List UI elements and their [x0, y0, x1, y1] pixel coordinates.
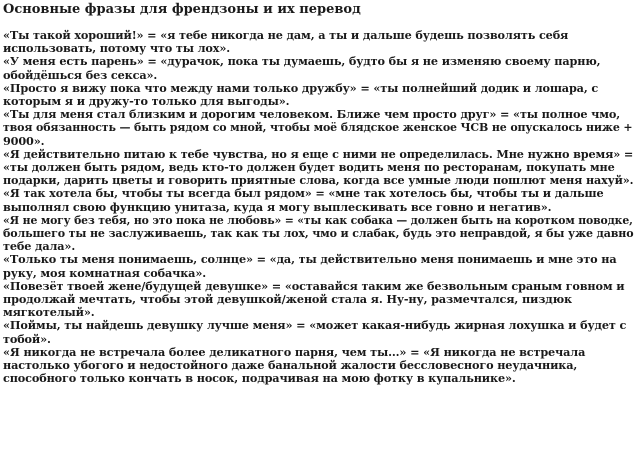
- text-line: подарки, дарить цветы и говорить приятные слова, когда все умные люди пошлют меня нахуй».: [3, 173, 634, 188]
- document-page: [3, 2, 635, 385]
- text-line: тобой».: [3, 331, 51, 346]
- text-line: «Ты такой хороший!» = «я тебе никогда не дам, а ты и дальше будешь позволять себя: [3, 28, 569, 42]
- text-line: «Я никогда не встречала более деликатного парня, чем ты...» = «Я никогда не встречала: [3, 344, 586, 359]
- text-line: «ты должен быть рядом, ведь кто-то должен будет водить меня по ресторанам, покупать мне: [3, 160, 615, 175]
- text-line: руку, моя комнатная собачка».: [3, 265, 206, 280]
- text-line: тебе дала».: [3, 239, 76, 254]
- text-line: «Я не могу без тебя, но это пока не любовь» = «ты как собака — должен быть на коротком поводке,: [3, 212, 633, 227]
- text-line: настолько убогого и недостойного даже банальной жалости бессловесного неудачника,: [3, 358, 578, 373]
- text-line: которым я и дружу-то только для выгоды».: [3, 94, 290, 109]
- text-line: выполнял свою функцию унитаза, куда я могу выплескивать все говно и негатив».: [3, 199, 552, 214]
- text-line: мягкотелый».: [3, 305, 95, 320]
- document-title: Основные фразы для френдзоны и их перевод: [3, 2, 361, 17]
- text-line: «Просто я вижу пока что между нами только дружбу» = «ты полнейший додик и лошара, с: [3, 80, 599, 95]
- text-line: продолжай мечтать, чтобы этой девушкой/женой стала я. Ну-ну, размечтался, пиздюк: [3, 292, 573, 307]
- text-line: «Ты для меня стал близким и дорогим человеком. Ближе чем просто друг» = «ты полное чмо,: [3, 107, 621, 122]
- text-line: способного только кончать в носок, подрачивая на мою фотку в купальнике».: [3, 371, 516, 386]
- document-body: [3, 29, 635, 385]
- text-line: «У меня есть парень» = «дурачок, пока ты думаешь, будто бы я не изменяю своему парню,: [3, 54, 601, 69]
- text-line: обойдёшься без секса».: [3, 67, 158, 82]
- text-line: 9000».: [3, 133, 45, 148]
- text-line: «Я действительно питаю к тебе чувства, но я еще с ними не определилась. Мне нужно время» =: [3, 146, 634, 161]
- text-line: «Поймы, ты найдешь девушку лучше меня» = «может какая-нибудь жирная лохушка и будет с: [3, 318, 627, 333]
- text-line: «Я так хотела бы, чтобы ты всегда был рядом» = «мне так хотелось бы, чтобы ты и дальше: [3, 186, 604, 201]
- text-line: «Повезёт твоей жене/будущей девушке» = «оставайся таким же безвольным сраным говном и: [3, 278, 625, 293]
- text-line: «Только ты меня понимаешь, солнце» = «да, ты действительно меня понимаешь и мне это на: [3, 252, 617, 267]
- text-line: использовать, потому что ты лох».: [3, 41, 231, 56]
- text-line: большего ты не заслуживаешь, так как ты лох, чмо и слабак, будь это неправдой, я бы уже давно: [3, 226, 634, 241]
- text-line: твоя обязанность — быть рядом со мной, чтобы моё блядское женское ЧСВ не опускалось ниже +: [3, 120, 633, 135]
